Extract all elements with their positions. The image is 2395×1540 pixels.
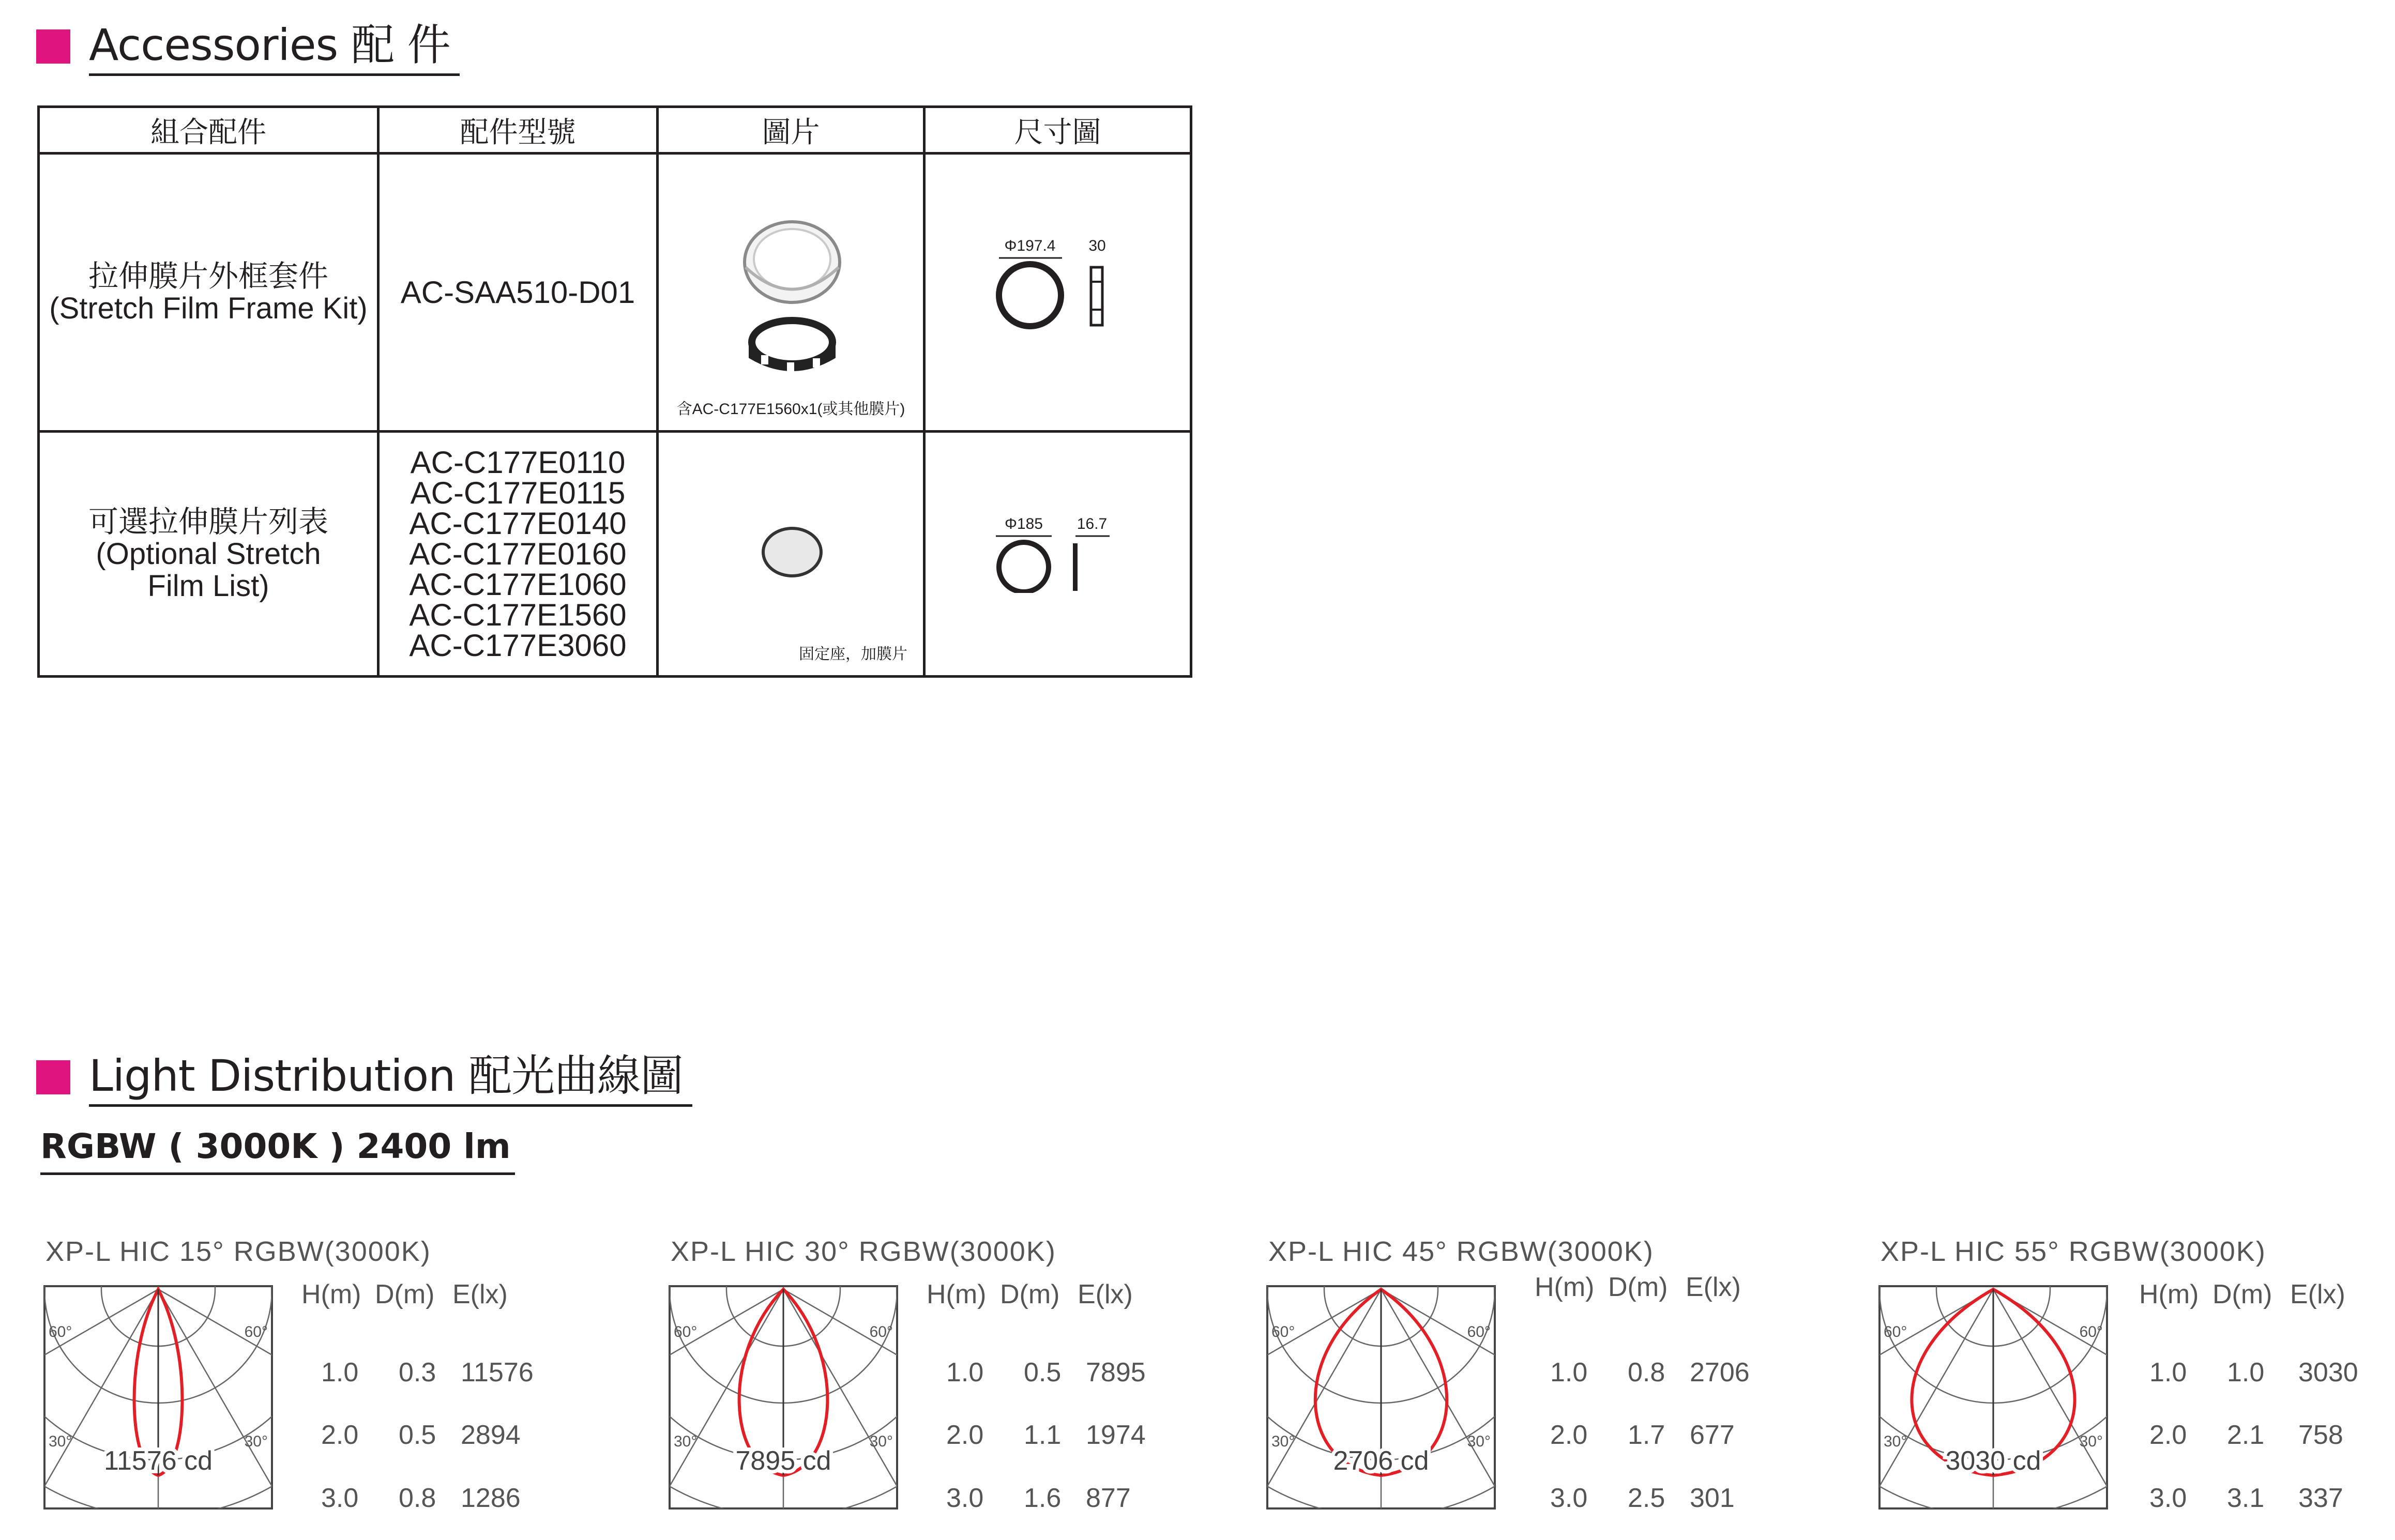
image-cell	[658, 432, 924, 677]
accessories-table	[37, 105, 1192, 678]
polar-diagram	[40, 1282, 278, 1515]
table-row	[39, 154, 1191, 432]
kit-name-en: Film List)	[147, 569, 269, 603]
diameter-label: Φ185	[1005, 515, 1043, 532]
model-number: AC-C177E1060	[409, 567, 627, 602]
model-cell	[378, 154, 658, 432]
model-cell	[378, 432, 658, 677]
table-row: 3.0 1.6 877	[946, 1483, 1131, 1513]
height-label: 30	[1088, 237, 1106, 254]
dimension-cell	[924, 432, 1191, 677]
diameter-label: Φ197.4	[1004, 237, 1056, 254]
column-header-model: 配件型號	[378, 107, 658, 154]
table-row: 1.0 1.0 3030	[2149, 1358, 2358, 1387]
angle-label: 60°	[1884, 1323, 1907, 1340]
distribution-chart-15	[40, 1236, 619, 1540]
table-row: 2.0 1.7 677	[1550, 1420, 1735, 1450]
table-header: H(m) D(m) E(lx)	[301, 1279, 508, 1309]
kit-name-en: (Optional Stretch	[96, 537, 321, 571]
peak-intensity-label: 3030 cd	[1945, 1446, 2041, 1476]
chart-title: XP-L HIC 45° RGBW(3000K)	[1268, 1236, 1654, 1267]
chart-title: XP-L HIC 55° RGBW(3000K)	[1881, 1236, 2266, 1267]
section-marker-icon	[36, 29, 70, 64]
angle-label: 60°	[869, 1323, 893, 1340]
peak-intensity-label: 11576 cd	[103, 1446, 213, 1476]
model-number: AC-C177E1560	[409, 598, 627, 632]
model-number: AC-C177E0160	[409, 537, 627, 571]
column-header-kit: 組合配件	[39, 107, 378, 154]
light-distribution-heading	[36, 1047, 692, 1107]
accessories-heading	[36, 17, 460, 76]
model-number: AC-C177E0140	[409, 506, 627, 541]
distribution-chart-45	[1263, 1236, 1842, 1540]
column-header-dimension: 尺寸圖	[924, 107, 1191, 154]
model-number: AC-C177E0110	[410, 445, 626, 480]
table-header: H(m) D(m) E(lx)	[927, 1279, 1133, 1309]
polar-diagram	[1875, 1282, 2113, 1515]
frame-kit-dimension-drawing	[993, 232, 1148, 346]
table-row: 1.0 0.5 7895	[946, 1358, 1146, 1387]
table-header: H(m) D(m) E(lx)	[2139, 1279, 2345, 1309]
angle-label: 30°	[1271, 1433, 1295, 1450]
distribution-chart-55	[1875, 1236, 2392, 1540]
image-cell	[658, 154, 924, 432]
accessories-title: Accessories 配 件	[89, 17, 460, 76]
table-row: 2.0 2.1 758	[2149, 1420, 2343, 1450]
distribution-chart-30	[665, 1236, 1245, 1540]
model-number: AC-C177E0115	[410, 476, 626, 510]
table-header-row	[39, 107, 1191, 154]
frame-kit-image	[725, 216, 859, 381]
peak-intensity-label: 2706 cd	[1333, 1446, 1429, 1476]
angle-label: 30°	[674, 1433, 698, 1450]
angle-label: 60°	[2079, 1323, 2103, 1340]
table-row: 3.0 0.8 1286	[321, 1483, 521, 1513]
film-dimension-drawing	[993, 510, 1148, 593]
dimension-cell	[924, 154, 1191, 432]
angle-label: 30°	[869, 1433, 893, 1450]
column-header-image: 圖片	[658, 107, 924, 154]
table-row: 2.0 1.1 1974	[946, 1420, 1146, 1450]
polar-diagram	[1263, 1282, 1501, 1515]
kit-name-cell	[39, 154, 378, 432]
polar-diagram	[665, 1282, 903, 1515]
table-row: 3.0 3.1 337	[2149, 1483, 2343, 1513]
angle-label: 30°	[244, 1433, 268, 1450]
film-image	[756, 524, 828, 581]
angle-label: 30°	[1884, 1433, 1907, 1450]
table-row: 1.0 0.3 11576	[321, 1358, 534, 1387]
angle-label: 60°	[1467, 1323, 1491, 1340]
table-header: H(m) D(m) E(lx)	[1535, 1272, 1741, 1302]
height-label: 16.7	[1077, 515, 1108, 532]
model-number: AC-C177E3060	[409, 628, 627, 663]
angle-label: 30°	[1467, 1433, 1491, 1450]
light-distribution-title: Light Distribution 配光曲線圖	[89, 1047, 692, 1107]
kit-name-cell	[39, 432, 378, 677]
image-caption: 含AC-C177E1560x1(或其他膜片)	[676, 401, 905, 418]
table-row	[39, 432, 1191, 677]
chart-title: XP-L HIC 30° RGBW(3000K)	[671, 1236, 1056, 1267]
kit-name-en: (Stretch Film Frame Kit)	[49, 291, 368, 325]
angle-label: 60°	[244, 1323, 268, 1340]
table-row: 3.0 2.5 301	[1550, 1483, 1735, 1513]
angle-label: 60°	[674, 1323, 698, 1340]
table-row: 2.0 0.5 2894	[321, 1420, 521, 1450]
model-number: AC-SAA510-D01	[400, 275, 635, 310]
angle-label: 30°	[2079, 1433, 2103, 1450]
light-distribution-subtitle: RGBW ( 3000K ) 2400 lm	[40, 1121, 515, 1175]
kit-name-zh: 可選拉伸膜片列表	[88, 505, 328, 539]
chart-title: XP-L HIC 15° RGBW(3000K)	[46, 1236, 431, 1267]
angle-label: 60°	[49, 1323, 72, 1340]
table-row: 1.0 0.8 2706	[1550, 1358, 1750, 1387]
section-marker-icon	[36, 1060, 70, 1094]
angle-label: 60°	[1271, 1323, 1295, 1340]
image-caption: 固定座，加膜片	[799, 646, 907, 663]
peak-intensity-label: 7895 cd	[735, 1446, 831, 1476]
kit-name-zh: 拉伸膜片外框套件	[88, 259, 328, 293]
angle-label: 30°	[49, 1433, 72, 1450]
